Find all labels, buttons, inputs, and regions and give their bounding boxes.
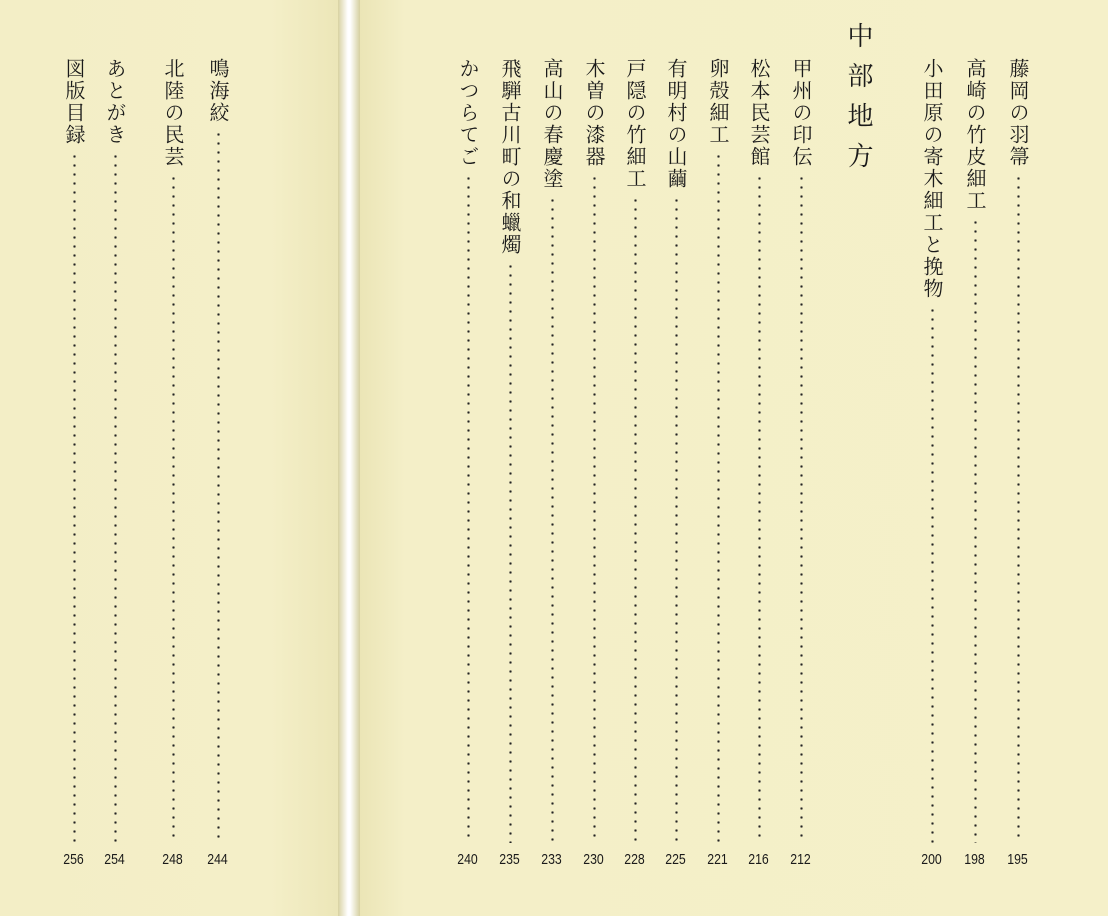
dot-leader — [217, 130, 220, 843]
dot-leader — [114, 152, 117, 843]
toc-entry[interactable] — [786, 58, 816, 868]
toc-entry[interactable] — [100, 58, 130, 868]
toc-entry[interactable] — [495, 58, 525, 868]
toc-entry[interactable] — [620, 58, 650, 868]
toc-entry-page: 198 — [964, 851, 986, 868]
toc-entry-page: 230 — [583, 851, 605, 868]
toc-entry-title: 甲州の印伝 — [789, 58, 813, 168]
toc-entry-title: 卵殻細工 — [706, 58, 730, 146]
toc-entry-page: 254 — [104, 851, 126, 868]
toc-entry-title: あとがき — [103, 58, 127, 146]
toc-entry-page: 212 — [790, 851, 812, 868]
toc-entry[interactable] — [453, 58, 483, 868]
toc-entry-page: 221 — [707, 851, 729, 868]
toc-entry[interactable] — [960, 58, 990, 868]
toc-entry-page: 248 — [162, 851, 184, 868]
toc-entry[interactable] — [203, 58, 233, 868]
toc-entry-title: 藤岡の羽箒 — [1006, 58, 1030, 168]
toc-entry-title: かつらてご — [456, 58, 480, 168]
toc-entry[interactable] — [537, 58, 567, 868]
toc-entry[interactable] — [703, 58, 733, 868]
toc-entry-page: 233 — [541, 851, 563, 868]
toc-entry-page: 240 — [457, 851, 479, 868]
toc-entry-title: 鳴海絞 — [206, 58, 230, 124]
dot-leader — [1017, 174, 1020, 843]
book-gutter — [338, 0, 360, 916]
dot-leader — [931, 306, 934, 843]
dot-leader — [800, 174, 803, 843]
dot-leader — [974, 218, 977, 843]
toc-entry[interactable] — [1003, 58, 1033, 868]
toc-entry-title: 戸隠の竹細工 — [623, 58, 647, 190]
toc-entry[interactable] — [158, 58, 188, 868]
toc-entry-title: 北陸の民芸 — [161, 58, 185, 168]
toc-entry-page: 228 — [624, 851, 646, 868]
toc-entry-title: 小田原の寄木細工と挽物 — [920, 58, 944, 300]
toc-entry[interactable] — [59, 58, 89, 868]
toc-entry-page: 256 — [63, 851, 85, 868]
toc-entry-title: 飛騨古川町の和蠟燭 — [498, 58, 522, 256]
dot-leader — [172, 174, 175, 843]
dot-leader — [717, 152, 720, 843]
toc-entry-title: 高山の春慶塗 — [540, 58, 564, 190]
toc-entry-page: 200 — [921, 851, 943, 868]
dot-leader — [551, 196, 554, 843]
toc-entry-page: 195 — [1007, 851, 1029, 868]
section-heading: 中部地方 — [843, 22, 873, 182]
toc-entry[interactable] — [579, 58, 609, 868]
dot-leader — [509, 262, 512, 843]
toc-entry-page: 216 — [748, 851, 770, 868]
dot-leader — [73, 152, 76, 843]
toc-entry-page: 225 — [665, 851, 687, 868]
toc-entry-title: 有明村の山繭 — [664, 58, 688, 190]
toc-entry-page: 235 — [499, 851, 521, 868]
dot-leader — [675, 196, 678, 843]
toc-entry[interactable] — [917, 58, 947, 868]
toc-entry-title: 高崎の竹皮細工 — [963, 58, 987, 212]
toc-entry-page: 244 — [207, 851, 229, 868]
dot-leader — [593, 174, 596, 843]
toc-entry-title: 図版目録 — [62, 58, 86, 146]
dot-leader — [758, 174, 761, 843]
dot-leader — [467, 174, 470, 843]
toc-entry-title: 木曽の漆器 — [582, 58, 606, 168]
dot-leader — [634, 196, 637, 843]
toc-entry[interactable] — [744, 58, 774, 868]
toc-entry-title: 松本民芸館 — [747, 58, 771, 168]
toc-entry[interactable] — [661, 58, 691, 868]
